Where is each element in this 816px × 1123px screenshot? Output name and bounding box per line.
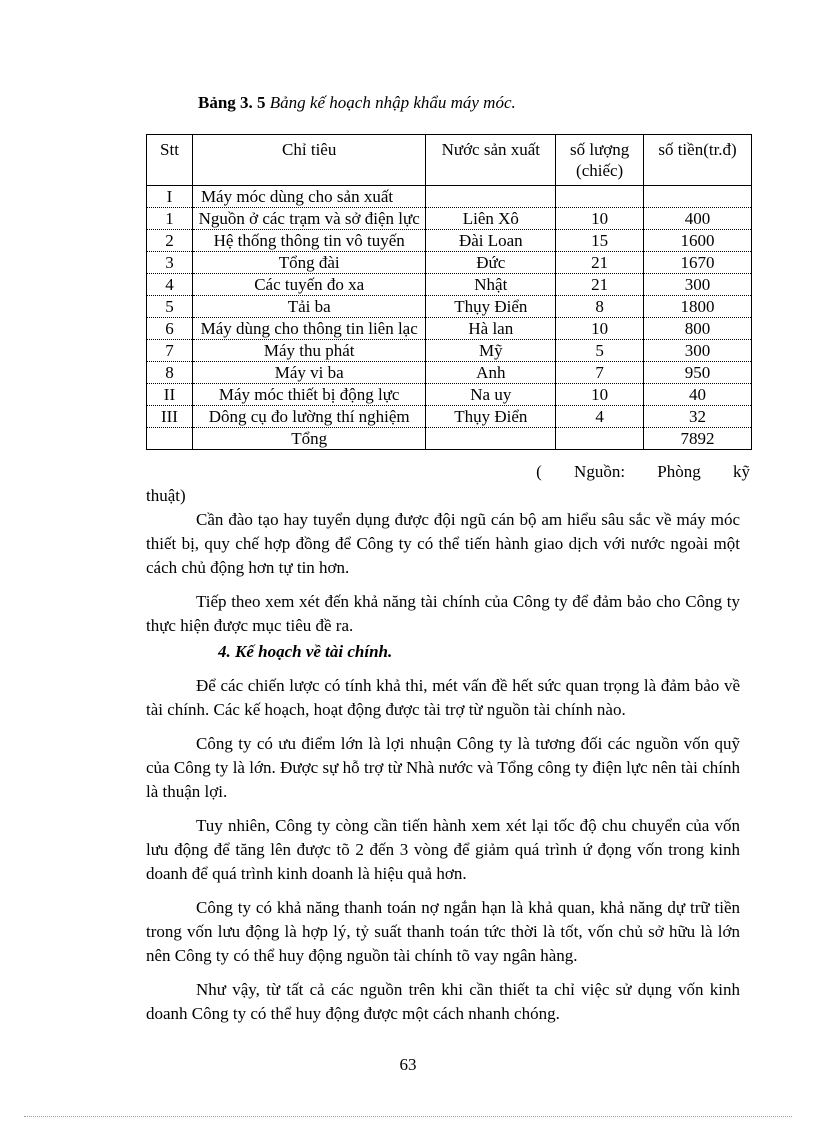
paragraph-1: Cần đào tạo hay tuyển dụng được đội ngũ cán bộ am hiểu sâu sắc về máy móc thiết bị, quy chế hợp đồng để Công ty có thể tiến hành giao dịch với nước ngoài một cách chủ động hơn tự tin hơn.	[146, 510, 740, 577]
cell-country: Liên Xô	[426, 208, 556, 230]
cell-quantity: 5	[556, 340, 644, 362]
cell-indicator: Tổng đài	[192, 252, 426, 274]
paragraph-5: Tuy nhiên, Công ty còng cần tiến hành xem xét lại tốc độ chu chuyển của vốn lưu động để tăng lên được tõ 2 đến 3 vòng để giảm quá trình ứ đọng vốn trong kinh doanh để quá trình kinh doanh là hiệu quả hơn.	[146, 816, 740, 883]
caption-label: Bảng 3. 5	[198, 93, 266, 112]
table-header-row	[147, 135, 752, 186]
table-total-row	[147, 428, 752, 450]
cell-amount: 32	[644, 406, 752, 428]
cell-quantity: 8	[556, 296, 644, 318]
table-row	[147, 186, 752, 208]
cell-country: Thụy Điển	[426, 406, 556, 428]
cell-stt: 4	[147, 274, 193, 296]
import-plan-table	[146, 134, 752, 450]
cell-amount: 400	[644, 208, 752, 230]
paragraph-4: Công ty có ưu điểm lớn là lợi nhuận Công ty là tương đối các nguồn vốn quỹ của Công ty là lớn. Được sự hỗ trợ từ Nhà nước và Tổng công ty điện lực nên tài chính là thuận lợi.	[146, 734, 740, 801]
cell-stt	[147, 428, 193, 450]
cell-indicator: Các tuyến đo xa	[192, 274, 426, 296]
source-note	[146, 460, 752, 508]
body-text	[146, 508, 740, 1036]
cell-country: Hà lan	[426, 318, 556, 340]
cell-quantity	[556, 186, 644, 208]
paragraph-6: Công ty có khả năng thanh toán nợ ngắn hạn là khả quan, khả năng dự trữ tiền trong vốn lưu động là hợp lý, tỷ suất thanh toán tức thời là tốt, vốn chủ sở hữu là lớn nên Công ty có thể huy động nguồn tài chính tõ vay ngân hàng.	[146, 898, 740, 965]
cell-indicator: Máy móc thiết bị động lực	[192, 384, 426, 406]
cell-quantity: 21	[556, 252, 644, 274]
cell-amount: 300	[644, 274, 752, 296]
page-number: 63	[399, 1055, 417, 1074]
cell-country	[426, 186, 556, 208]
cell-stt: 1	[147, 208, 193, 230]
cell-stt: 2	[147, 230, 193, 252]
cell-country: Thụy Điển	[426, 296, 556, 318]
section-heading: 4. Kế hoạch về tài chính.	[218, 642, 393, 661]
cell-indicator: Máy dùng cho thông tin liên lạc	[192, 318, 426, 340]
header-country: Nước sản xuất	[426, 135, 556, 186]
table-row	[147, 230, 752, 252]
cell-indicator: Tải ba	[192, 296, 426, 318]
cell-country: Anh	[426, 362, 556, 384]
total-value: 7892	[644, 428, 752, 450]
cell-indicator: Máy thu phát	[192, 340, 426, 362]
table-row	[147, 318, 752, 340]
cell-indicator: Hệ thống thông tin vô tuyến	[192, 230, 426, 252]
header-amount: số tiền(tr.đ)	[644, 135, 752, 186]
cell-stt: 5	[147, 296, 193, 318]
cell-quantity: 10	[556, 318, 644, 340]
table-row	[147, 296, 752, 318]
cell-stt: 6	[147, 318, 193, 340]
cell-quantity: 4	[556, 406, 644, 428]
cell-stt: I	[147, 186, 193, 208]
cell-quantity	[556, 428, 644, 450]
paragraph-3: Để các chiến lược có tính khả thi, mét vấn đề hết sức quan trọng là đảm bảo về tài chính. Các kế hoạch, hoạt động được tài trợ từ nguồn tài chính nào.	[146, 676, 740, 719]
cell-indicator: Máy vi ba	[192, 362, 426, 384]
source-line-1: ( Nguồn: Phòng kỹ	[536, 462, 750, 481]
cell-country: Đức	[426, 252, 556, 274]
cell-country: Nhật	[426, 274, 556, 296]
cell-indicator: Dông cụ đo lường thí nghiệm	[192, 406, 426, 428]
table-row	[147, 340, 752, 362]
paragraph-2: Tiếp theo xem xét đến khả năng tài chính của Công ty để đảm bảo cho Công ty thực hiện được mục tiêu đề ra.	[146, 592, 740, 635]
table-body	[147, 186, 752, 450]
caption-title: Bảng kế hoạch nhập khẩu máy móc.	[269, 93, 516, 112]
cell-quantity: 7	[556, 362, 644, 384]
cell-amount: 300	[644, 340, 752, 362]
table-row	[147, 406, 752, 428]
cell-quantity: 10	[556, 384, 644, 406]
page-bottom-divider	[24, 1116, 792, 1117]
source-line-2: thuật)	[146, 486, 186, 505]
header-quantity: số lượng (chiếc)	[556, 135, 644, 186]
cell-amount: 40	[644, 384, 752, 406]
cell-country: Đài Loan	[426, 230, 556, 252]
cell-quantity: 21	[556, 274, 644, 296]
cell-amount: 800	[644, 318, 752, 340]
cell-indicator: Máy móc dùng cho sản xuất	[192, 186, 426, 208]
cell-quantity: 15	[556, 230, 644, 252]
cell-country: Na uy	[426, 384, 556, 406]
cell-stt: 3	[147, 252, 193, 274]
total-label: Tổng	[192, 428, 426, 450]
table-caption	[198, 93, 516, 113]
header-indicator: Chỉ tiêu	[192, 135, 426, 186]
cell-amount	[644, 186, 752, 208]
cell-amount: 1800	[644, 296, 752, 318]
cell-amount: 950	[644, 362, 752, 384]
cell-stt: III	[147, 406, 193, 428]
cell-country: Mỹ	[426, 340, 556, 362]
table-row	[147, 252, 752, 274]
cell-country	[426, 428, 556, 450]
header-stt: Stt	[147, 135, 193, 186]
cell-stt: 7	[147, 340, 193, 362]
cell-stt: 8	[147, 362, 193, 384]
table-row	[147, 274, 752, 296]
cell-indicator: Nguồn ở các trạm và sở điện lực	[192, 208, 426, 230]
cell-amount: 1670	[644, 252, 752, 274]
table-row	[147, 362, 752, 384]
table-row	[147, 384, 752, 406]
paragraph-7: Như vậy, từ tất cả các nguồn trên khi cần thiết ta chỉ việc sử dụng vốn kinh doanh Công ty có thể huy động được một cách nhanh chóng.	[146, 980, 740, 1023]
cell-amount: 1600	[644, 230, 752, 252]
cell-quantity: 10	[556, 208, 644, 230]
cell-stt: II	[147, 384, 193, 406]
table-row	[147, 208, 752, 230]
